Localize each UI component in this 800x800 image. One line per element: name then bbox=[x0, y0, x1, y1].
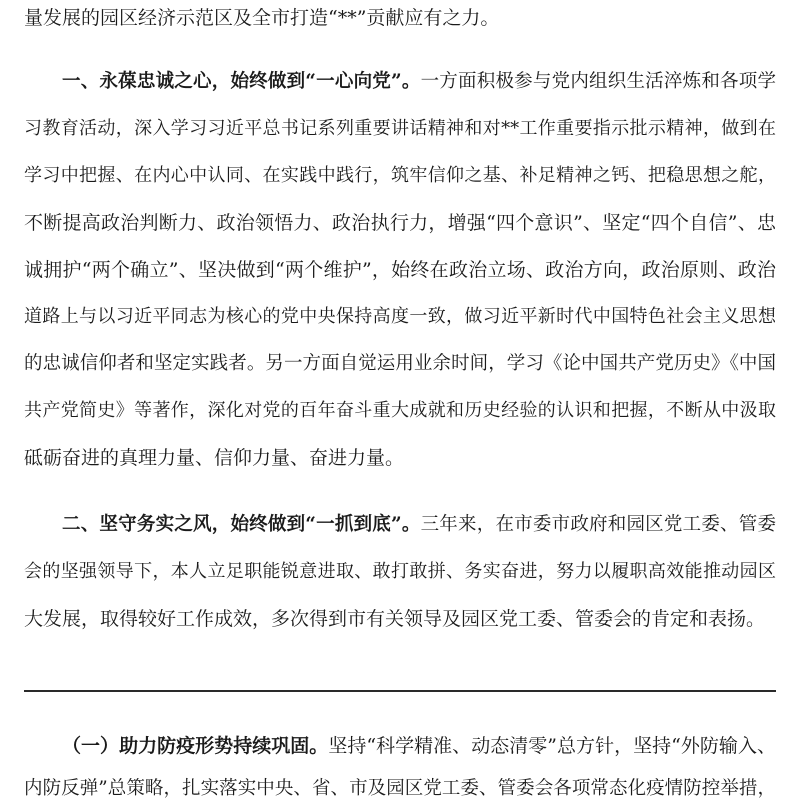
paragraph-line: 量发展的园区经济示范区及全市打造“**”贡献应有之力。 bbox=[24, 7, 500, 29]
paragraph-line: 不断提高政治判断力、政治领悟力、政治执行力，增强“四个意识”、坚定“四个自信”、忠 bbox=[24, 212, 776, 234]
paragraph-line: 会的坚强领导下，本人立足职能锐意进取、敢打敢拼、务实奋进，努力以履职高效能推动园区 bbox=[24, 561, 776, 582]
section-3-first-line bbox=[62, 734, 776, 760]
paragraph-line: 道路上与以习近平同志为核心的党中央保持高度一致，做习近平新时代中国特色社会主义思想 bbox=[24, 306, 776, 327]
section-1-heading: 一、永葆忠诚之心，始终做到“一心向党”。 bbox=[62, 71, 421, 92]
paragraph-line: 大发展，取得较好工作成效，多次得到市有关领导及园区党工委、管委会的肯定和表扬。 bbox=[24, 608, 766, 630]
paragraph-line: 共产党简史》等著作，深化对党的百年奋斗重大成就和历史经验的认识和把握，不断从中汲取 bbox=[24, 400, 776, 421]
section-2-first-line bbox=[62, 513, 776, 539]
paragraph-line: 的忠诚信仰者和坚定实践者。另一方面自觉运用业余时间，学习《论中国共产党历史》《中国 bbox=[24, 353, 776, 374]
paragraph-line: 诚拥护“两个确立”、坚决做到“两个维护”，始终在政治立场、政治方向，政治原则、政治 bbox=[24, 259, 776, 281]
section-1-first-line bbox=[62, 70, 776, 96]
paragraph-line: 学习中把握、在内心中认同、在实践中践行，筑牢信仰之基、补足精神之钙、把稳思想之舵， bbox=[24, 165, 776, 186]
paragraph-line: 砥砺奋进的真理力量、信仰力量、奋进力量。 bbox=[24, 447, 405, 469]
page-divider bbox=[24, 690, 776, 692]
paragraph-line: 内防反弹”总策略，扎实落实中央、省、市及园区党工委、管委会各项常态化疫情防控举措， bbox=[24, 778, 776, 799]
section-3-heading: （一）助力防疫形势持续巩固。 bbox=[62, 735, 329, 757]
section-3-text: 坚持“科学精准、动态清零”总方针，坚持“外防输入、 bbox=[328, 735, 776, 757]
section-2-heading: 二、坚守务实之风，始终做到“一抓到底”。 bbox=[62, 514, 421, 535]
section-1-text: 一方面积极参与党内组织生活淬炼和各项学 bbox=[420, 71, 776, 92]
paragraph-line: 习教育活动，深入学习习近平总书记系列重要讲话精神和对**工作重要指示批示精神，做到在 bbox=[24, 118, 776, 139]
section-2-text: 三年来，在市委市政府和园区党工委、管委 bbox=[420, 514, 776, 535]
